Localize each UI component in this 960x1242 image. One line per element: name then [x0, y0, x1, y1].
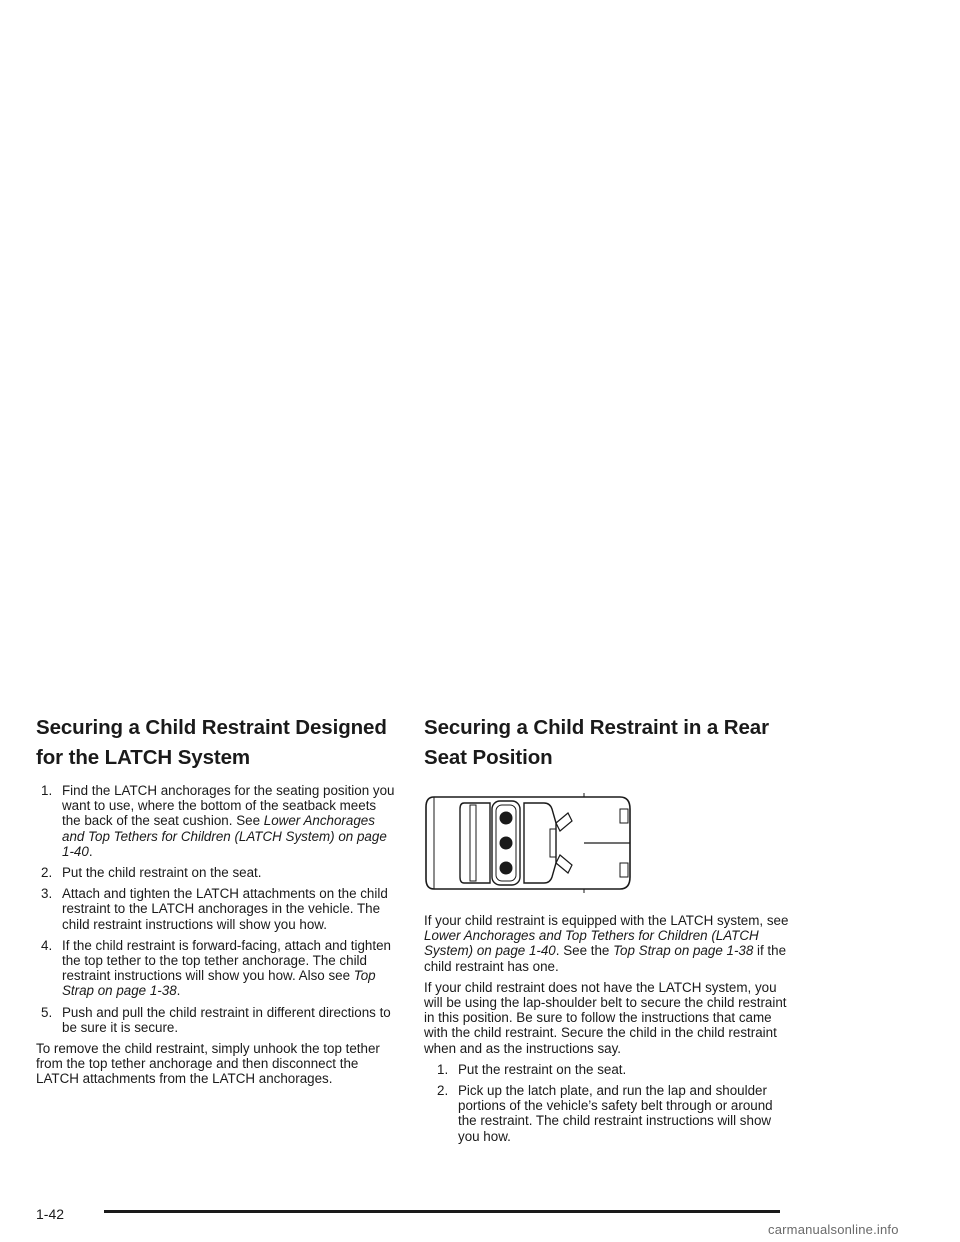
vehicle-top-view-rear-seat-icon	[424, 783, 636, 901]
list-item: 2. Put the child restraint on the seat.	[41, 865, 262, 881]
page-number: 1-42	[36, 1206, 65, 1222]
section-title-rear-seat: Securing a Child Restraint in a Rear Seat Position	[424, 716, 769, 769]
list-item: 1. Find the LATCH anchorages for the seating position you want to use, where the bottom of the seatback meets the back of the seat cushion. See Lower Anchorages and Top Tethers for Children (LATCH System) on page 1-40.	[41, 783, 395, 859]
list-item: 2. Pick up the latch plate, and run the lap and shoulder portions of the vehicle’s safety belt through or around the restraint. The child restraint instructions will show you how.	[437, 1083, 773, 1144]
right-column	[424, 713, 792, 1150]
rear-seat-paragraph-belt: If your child restraint does not have the LATCH system, you will be using the lap-shoulder belt to secure the child restraint in this position. Be sure to follow the instructions that came with the child restraint. Secure the child in the child restraint when and as the instructions say.	[424, 979, 787, 1056]
rear-seat-paragraph-latch: If your child restraint is equipped with the LATCH system, see Lower Anchorages and Top Tethers for Children (LATCH System) on page 1-40. See the Top Strap on page 1-38 if the child restraint has one.	[424, 913, 789, 974]
latch-steps-list	[36, 783, 396, 1035]
latch-closing-paragraph: To remove the child restraint, simply unhook the top tether from the top tether anchorage and then disconnect the LATCH attachments from the LATCH anchorages.	[36, 1041, 380, 1087]
list-item: 4. If the child restraint is forward-facing, attach and tighten the top tether to the top tether anchorage. The child restraint instructions will show you how. Also see Top Strap on page 1-38.	[41, 937, 391, 999]
section-title-latch: Securing a Child Restraint Designed for the LATCH System	[36, 716, 387, 769]
cross-reference-link[interactable]: Lower Anchorages and Top Tethers for Children (LATCH System) on page 1-40	[424, 928, 759, 959]
rear-seat-steps-list	[424, 1062, 792, 1144]
cross-reference-link[interactable]: Top Strap on page 1-38	[613, 943, 754, 959]
cross-reference-link[interactable]: Lower Anchorages and Top Tethers for Children (LATCH System) on page 1-40	[62, 813, 387, 859]
left-column	[36, 713, 396, 1093]
footer-divider	[104, 1210, 780, 1213]
list-item: 1. Put the restraint on the seat.	[437, 1061, 627, 1077]
watermark-text: carmanualsonline.info	[768, 1222, 899, 1237]
list-item: 3. Attach and tighten the LATCH attachments on the child restraint to the LATCH anchorages in the vehicle. The child restraint instructions will show you how.	[41, 886, 388, 932]
cross-reference-link[interactable]: Top Strap on page 1-38	[62, 968, 376, 999]
list-item: 5. Push and pull the child restraint in different directions to be sure it is secure.	[41, 1004, 391, 1035]
